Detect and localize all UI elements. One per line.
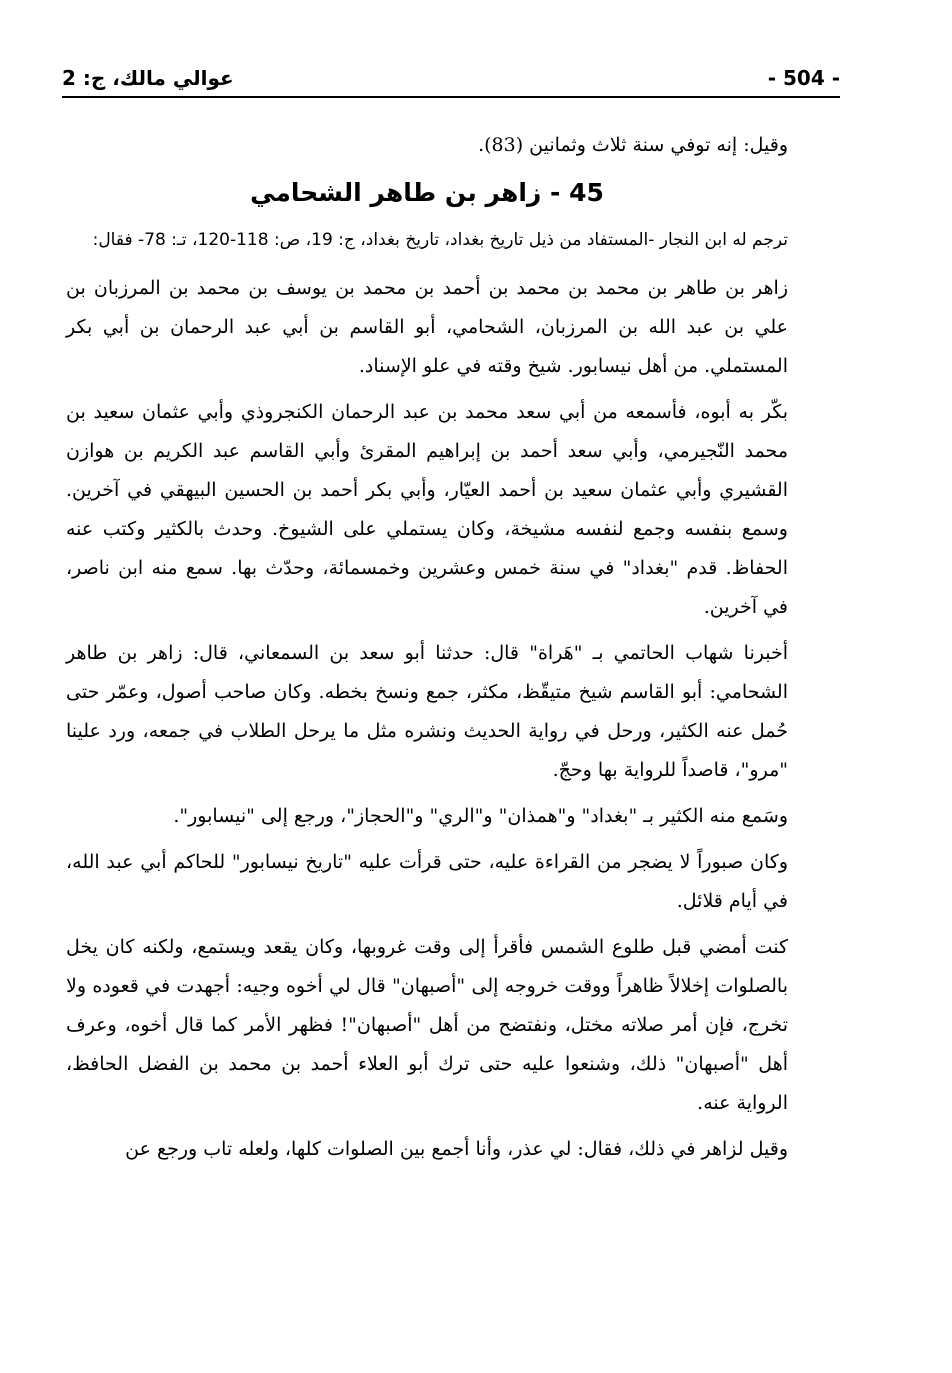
page-header <box>62 66 840 92</box>
paragraph: كنت أمضي قبل طلوع الشمس فأقرأ إلى وقت غروبها، وكان يقعد ويستمع، ولكنه كان يخل بالصلوات إخلالاً ظاهراً ووقت خروجه إلى "أصبهان" قال لي أخوه وجيه: أجهدت في قعوده ولا تخرج، فإن أمر صلاته مختل، ونفتضح من أهل "أصبهان"! فظهر الأمر كما قال أخوه، وعرف أهل "أصبهان" ذلك، وشنعوا عليه حتى ترك أبو العلاء أحمد بن محمد بن الفضل الحافظ، الرواية عنه. <box>66 936 788 1114</box>
paragraph: زاهر بن طاهر بن محمد بن محمد بن أحمد بن محمد بن يوسف بن محمد بن المرزبان بن علي بن عبد الله بن المرزبان، الشحامي، أبو القاسم بن أبي عبد الرحمان بن أبي بكر المستملي. من أهل نيسابور. شيخ وقته في علو الإسناد. <box>66 277 788 377</box>
page-body <box>66 126 788 1176</box>
paragraph: وقيل: إنه توفي سنة ثلاث وثمانين (83). <box>478 134 788 156</box>
source-citation: ترجم له ابن النجار -المستفاد من ذيل تاريخ بغداد، تاريخ بغداد، ج: 19، ص: 118-120، تـ: 78- فقال: <box>92 230 788 250</box>
running-title: عوالي مالك، ج: 2 <box>62 66 234 90</box>
paragraph: بكّر به أبوه، فأسمعه من أبي سعد محمد بن عبد الرحمان الكنجروذي وأبي عثمان سعيد بن محمد النّجيرمي، وأبي سعد أحمد بن إبراهيم المقرئ وأبي القاسم عبد الكريم بن هوازن القشيري وأبي عثمان سعيد بن أحمد العيّار، وأبي بكر أحمد بن الحسين البيهقي في آخرين. وسمع بنفسه وجمع لنفسه مشيخة، وكان يستملي على الشيوخ. وحدث بالكثير وكتب عنه الحفاظ. قدم "بغداد" في سنة خمس وعشرين وخمسمائة، وحدّث بها. سمع منه ابن ناصر، في آخرين. <box>66 401 788 618</box>
page-number: - 504 - <box>767 66 840 90</box>
paragraph: وقيل لزاهر في ذلك، فقال: لي عذر، وأنا أجمع بين الصلوات كلها، ولعله تاب ورجع عن <box>125 1138 788 1160</box>
entry-title: 45 - زاهر بن طاهر الشحامي <box>250 178 604 207</box>
paragraph: أخبرنا شهاب الحاتمي بـ "هَراة" قال: حدثنا أبو سعد بن السمعاني، قال: زاهر بن طاهر الشحامي: أبو القاسم شيخ متيقّظ، مكثر، جمع ونسخ بخطه. وكان صاحب أصول، وعمّر حتى حُمل عنه الكثير، ورحل في رواية الحديث ونشره مثل ما يرحل الطلاب في جمعه، ورد علينا "مرو"، قاصداً للرواية بها وحجّ. <box>66 642 788 781</box>
paragraph: وسَمع منه الكثير بـ "بغداد" و"همذان" و"الري" و"الحجاز"، ورجع إلى "نيسابور". <box>173 805 788 827</box>
header-rule <box>62 96 840 98</box>
paragraph: وكان صبوراً لا يضجر من القراءة عليه، حتى قرأت عليه "تاريخ نيسابور" للحاكم أبي عبد الله، في أيام قلائل. <box>66 851 788 912</box>
